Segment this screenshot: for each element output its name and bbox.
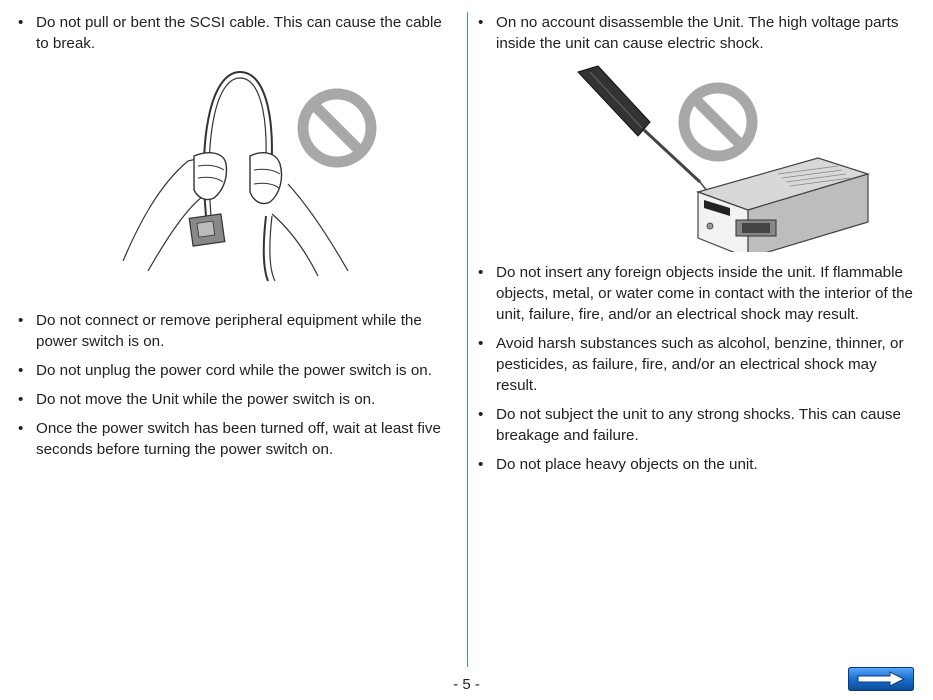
bullet-item: • Do not unplug the power cord while the power switch is on.	[18, 360, 458, 381]
bullet-item: • Do not pull or bent the SCSI cable. This can cause the cable to break.	[18, 12, 458, 54]
next-arrow-icon	[848, 667, 914, 691]
bullet-item: • Do not place heavy objects on the unit.	[478, 454, 918, 475]
left-top-bullets	[18, 12, 458, 54]
column-divider	[467, 12, 468, 667]
bullet-item: • Do not subject the unit to any strong shocks. This can cause breakage and failure.	[478, 404, 918, 446]
left-bottom-bullets	[18, 310, 458, 460]
screwdriver-and-scanner-illustration	[478, 62, 918, 252]
next-page-button[interactable]	[848, 667, 914, 691]
bullet-item: • Do not insert any foreign objects inside the unit. If flammable objects, metal, or water come in contact with the interior of the unit, failure, fire, and/or an electrical shock may result.	[478, 262, 918, 325]
page-number: - 5 -	[453, 676, 480, 693]
bullet-item: • Do not move the Unit while the power switch is on.	[18, 389, 458, 410]
hands-pulling-cable-illustration	[18, 66, 458, 286]
right-column	[478, 12, 918, 483]
no-symbol-icon	[303, 94, 371, 162]
bullet-item: • Avoid harsh substances such as alcohol, benzine, thinner, or pesticides, as failure, fire, and/or an electrical shock may result.	[478, 333, 918, 396]
scanner-figure-svg	[478, 62, 918, 252]
bullet-item: • Do not connect or remove peripheral equipment while the power switch is on.	[18, 310, 458, 352]
right-top-bullets	[478, 12, 918, 54]
bullet-item: • On no account disassemble the Unit. The high voltage parts inside the unit can cause electric shock.	[478, 12, 918, 54]
right-bottom-bullets	[478, 262, 918, 475]
left-column	[18, 12, 458, 468]
no-symbol-icon	[684, 88, 752, 156]
cable-figure-svg	[18, 66, 458, 286]
bullet-item: • Once the power switch has been turned off, wait at least five seconds before turning the power switch on.	[18, 418, 458, 460]
